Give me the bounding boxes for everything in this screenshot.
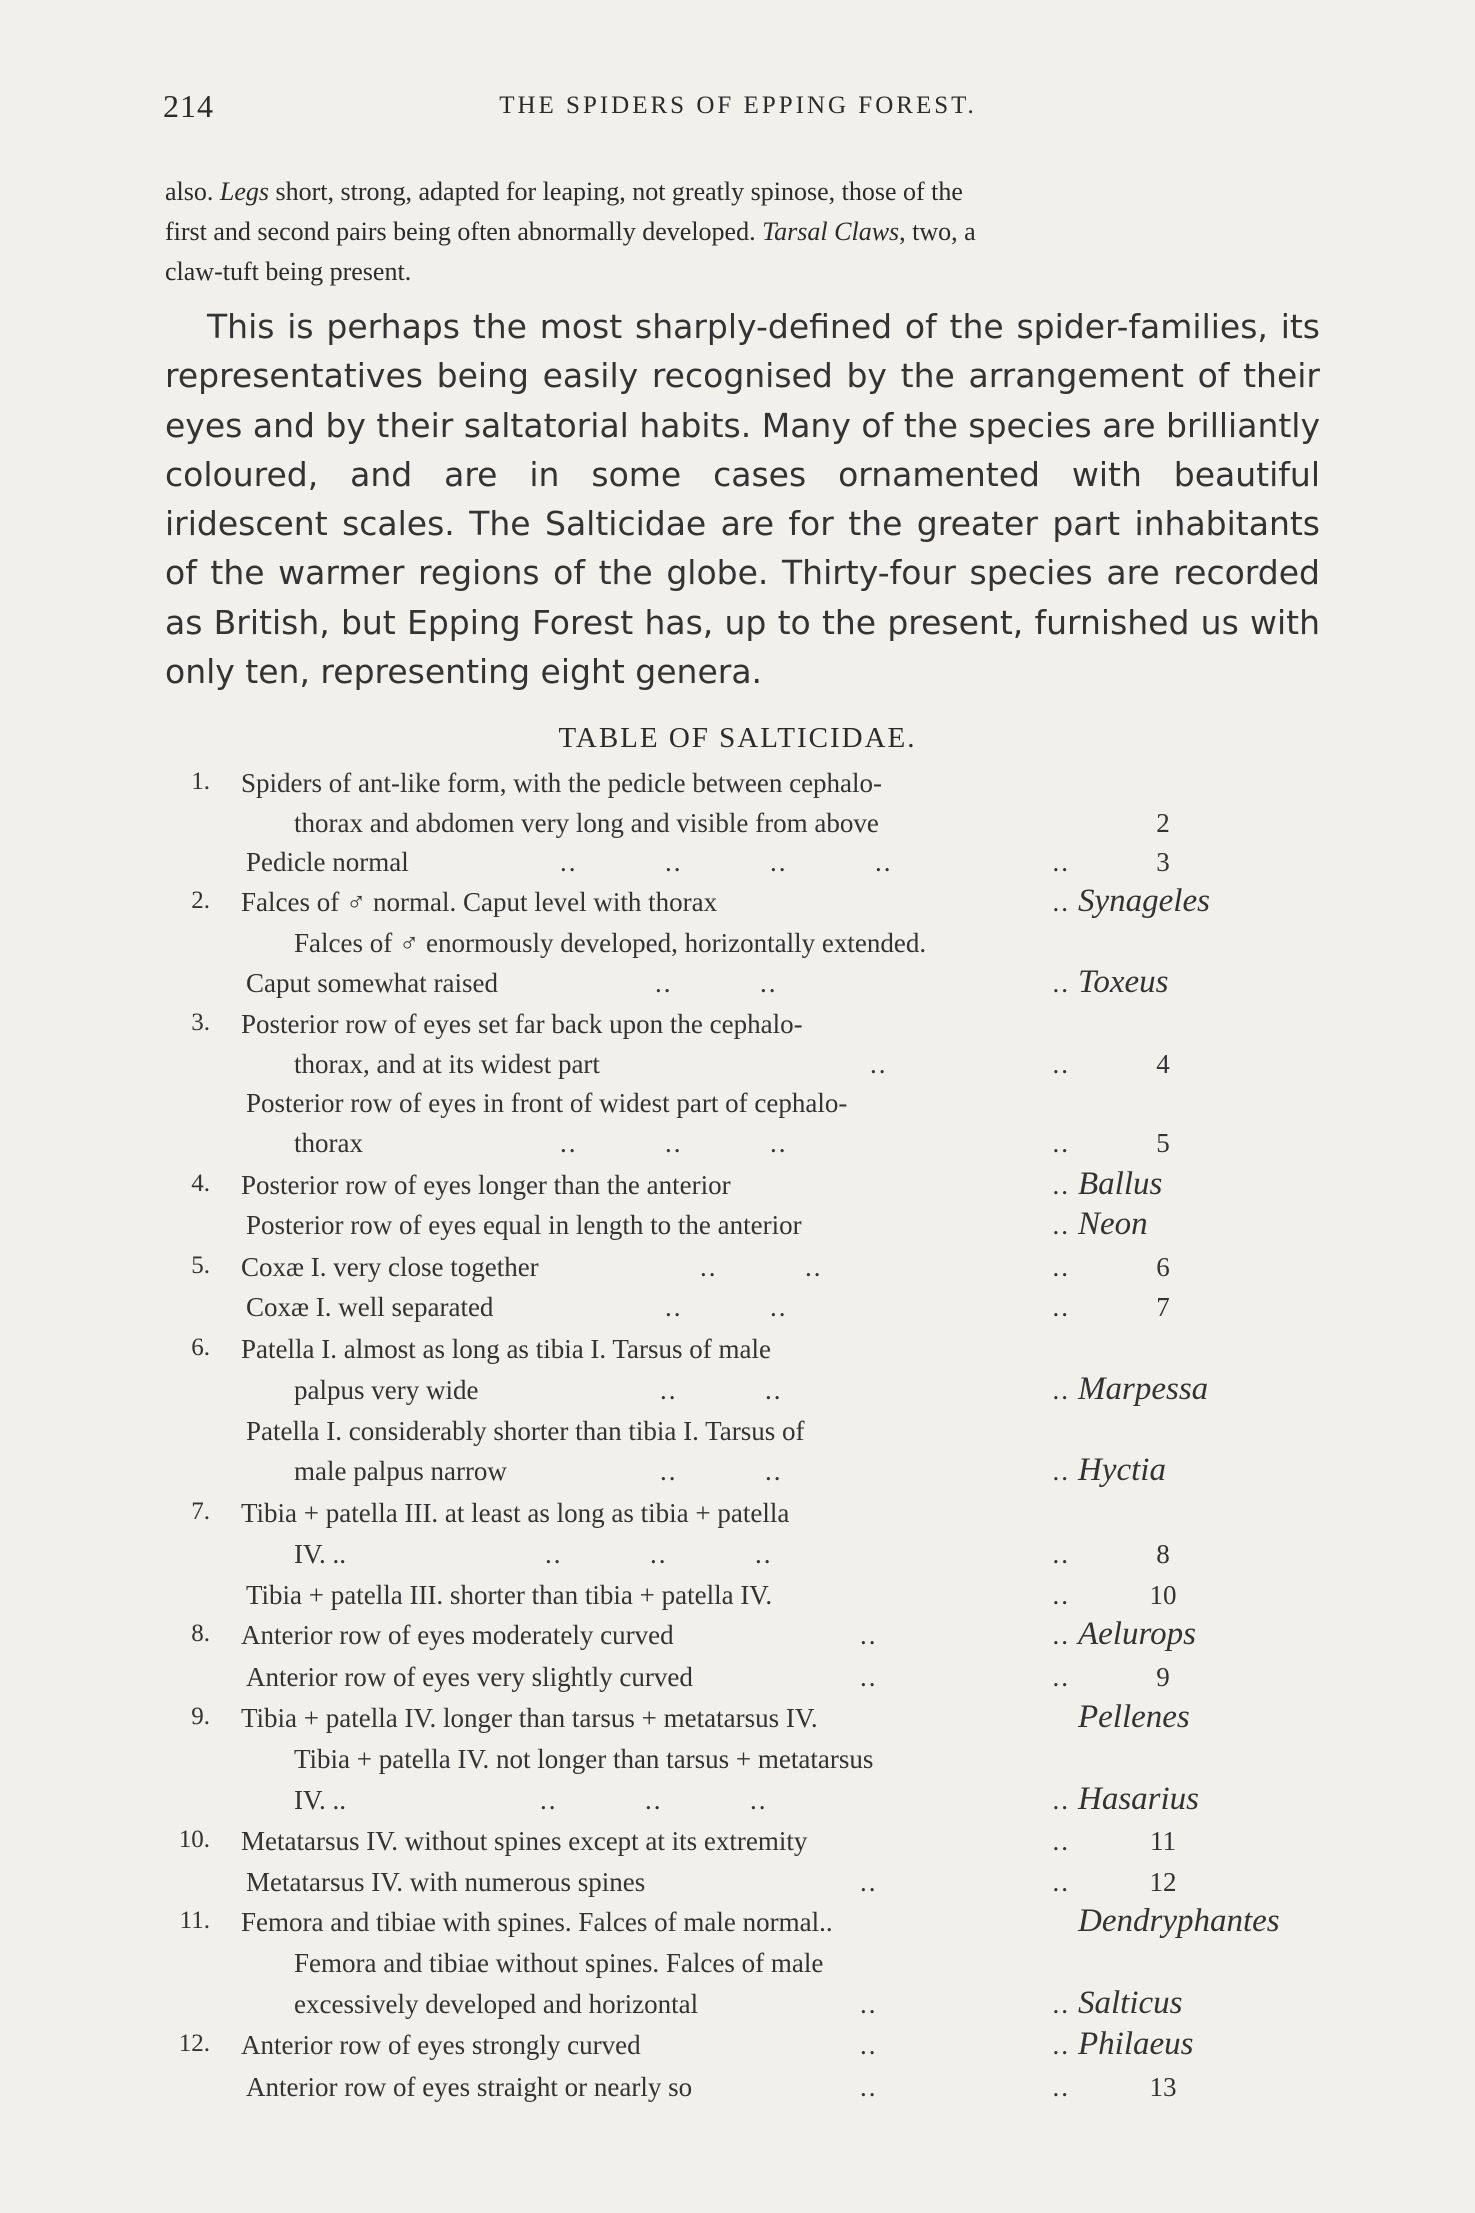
table-row <box>0 1580 1475 1620</box>
table-row <box>0 1539 1475 1579</box>
intro-text <box>165 172 1315 292</box>
leader-dots: .. <box>860 1867 878 1897</box>
couplet-reference: 8 <box>1156 1539 1170 1569</box>
leader-dots: .. <box>1052 887 1070 917</box>
table-row <box>0 1166 1475 1210</box>
leader-dots: .. <box>1052 968 1070 998</box>
table-row <box>0 883 1475 927</box>
table-row <box>0 1088 1475 1128</box>
row-text: Posterior row of eyes longer than the anterior <box>241 1170 731 1200</box>
leader-dots: .. .. <box>665 1292 788 1322</box>
row-text: Caput somewhat raised <box>246 968 498 998</box>
genus-result: Ballus <box>1078 1166 1163 1202</box>
table-row <box>0 1292 1475 1332</box>
row-text: Femora and tibiae with spines. Falces of male normal.. <box>241 1907 833 1937</box>
legs-term: Legs <box>219 177 270 206</box>
row-text: thorax and abdomen very long and visible from above <box>294 808 879 838</box>
table-row <box>0 2026 1475 2070</box>
row-text: Falces of ♂ normal. Caput level with thorax <box>241 887 718 917</box>
row-text: Patella I. almost as long as tibia I. Tarsus of male <box>241 1334 771 1364</box>
table-row <box>0 1452 1475 1496</box>
table-title: TABLE OF SALTICIDAE. <box>558 722 917 754</box>
table-row <box>0 964 1475 1008</box>
row-text: Coxæ I. well separated <box>246 1292 494 1322</box>
leader-dots: .. .. <box>655 968 778 998</box>
row-number: 6. <box>191 1334 210 1361</box>
couplet-reference: 7 <box>1156 1292 1170 1322</box>
leader-dots: .. <box>1052 1170 1070 1200</box>
table-row <box>0 1948 1475 1988</box>
row-number: 5. <box>191 1252 210 1279</box>
couplet-reference: 3 <box>1156 847 1170 877</box>
intro-line-2: first and second pairs being often abnormally developed. Tarsal Claws, two, a <box>165 217 976 246</box>
couplet-reference: 9 <box>1156 1662 1170 1692</box>
leader-dots: .. .. .. .. <box>560 847 893 877</box>
row-number: 2. <box>191 887 210 914</box>
table-row <box>0 1206 1475 1250</box>
couplet-reference: 5 <box>1156 1128 1170 1158</box>
row-text: Falces of ♂ enormously developed, horizontally extended. <box>294 928 927 958</box>
row-number: 1. <box>191 768 210 795</box>
row-text: Posterior row of eyes in front of widest part of cephalo- <box>246 1088 848 1118</box>
row-number: 10. <box>178 1826 210 1853</box>
row-text: Spiders of ant-like form, with the pedicle between cephalo- <box>241 768 883 798</box>
row-text: excessively developed and horizontal <box>294 1989 699 2019</box>
table-row <box>0 1781 1475 1825</box>
row-number: 7. <box>191 1498 210 1525</box>
leader-dots: .. <box>1052 847 1070 877</box>
table-row <box>0 1049 1475 1089</box>
table-row <box>0 1334 1475 1374</box>
table-row <box>0 1699 1475 1743</box>
leader-dots: .. <box>1052 1128 1070 1158</box>
row-text: Pedicle normal <box>246 847 409 877</box>
leader-dots: .. .. <box>660 1375 783 1405</box>
leader-dots: .. .. <box>660 1456 783 1486</box>
row-number: 12. <box>178 2030 210 2057</box>
table-row <box>0 1128 1475 1168</box>
running-title: THE SPIDERS OF EPPING FOREST. <box>499 92 977 119</box>
leader-dots: .. <box>1052 1049 1070 1079</box>
leader-dots: .. <box>1052 2072 1070 2102</box>
leader-dots: .. <box>1052 1210 1070 1240</box>
table-row <box>0 1985 1475 2029</box>
couplet-reference: 12 <box>1149 1867 1177 1897</box>
leader-dots: .. <box>1052 1662 1070 1692</box>
table-row <box>0 1498 1475 1538</box>
tarsal-claws-term: Tarsal Claws <box>762 217 900 246</box>
table-row <box>0 928 1475 968</box>
genus-result: Salticus <box>1078 1985 1183 2021</box>
row-text: Metatarsus IV. without spines except at its extremity <box>241 1826 808 1856</box>
leader-dots: .. .. <box>700 1252 823 1282</box>
table-row <box>0 1252 1475 1292</box>
couplet-reference: 10 <box>1149 1580 1177 1610</box>
table-row <box>0 808 1475 848</box>
leader-dots: .. <box>860 1989 878 2019</box>
row-number: 9. <box>191 1703 210 1730</box>
table-row <box>0 1616 1475 1660</box>
genus-result: Hasarius <box>1078 1781 1200 1817</box>
row-number: 3. <box>191 1009 210 1036</box>
genus-result: Synageles <box>1078 883 1210 919</box>
leader-dots: .. <box>860 1662 878 1692</box>
leader-dots: .. <box>860 2030 878 2060</box>
row-text: IV. .. <box>294 1785 347 1815</box>
table-row <box>0 847 1475 887</box>
intro-line-3: claw-tuft being present. <box>165 257 412 286</box>
row-number: 11. <box>179 1907 210 1934</box>
row-text: Metatarsus IV. with numerous spines <box>246 1867 646 1897</box>
row-text: Anterior row of eyes moderately curved <box>241 1620 674 1650</box>
row-text: thorax <box>294 1128 363 1158</box>
leader-dots: .. .. .. <box>545 1539 773 1569</box>
genus-result: Toxeus <box>1078 964 1169 1000</box>
row-text: male palpus narrow <box>294 1456 507 1486</box>
page-number: 214 <box>163 88 214 124</box>
row-text: Tibia + patella IV. longer than tarsus + metatarsus IV. <box>241 1703 818 1733</box>
row-text: palpus very wide <box>294 1375 479 1405</box>
leader-dots: .. <box>1052 1620 1070 1650</box>
genus-result: Neon <box>1078 1206 1148 1242</box>
row-text: Anterior row of eyes straight or nearly so <box>246 2072 693 2102</box>
table-row <box>0 1662 1475 1702</box>
row-text: thorax, and at its widest part <box>294 1049 600 1079</box>
row-text: IV. .. <box>294 1539 347 1569</box>
couplet-reference: 4 <box>1156 1049 1170 1079</box>
family-description-paragraph: This is perhaps the most sharply-defined of the spider-families, its representatives being easily recognised by the arrangement of their eyes and by their saltatorial habits. Many of the species are brilliantly coloured, and are in some cases ornamented with beautiful iridescent scales. The Salticidae are for the greater part inhabitants of the warmer regions of the globe. Thirty-four species are recorded as British, but Epping Forest has, up to the present, furnished us with only ten, representing eight genera. <box>165 307 1320 692</box>
leader-dots: .. <box>1052 1252 1070 1282</box>
row-text: Tibia + patella IV. not longer than tarsus + metatarsus <box>294 1744 874 1774</box>
leader-dots: .. <box>860 1620 878 1650</box>
row-number: 8. <box>191 1620 210 1647</box>
couplet-reference: 11 <box>1150 1826 1176 1856</box>
table-row <box>0 1867 1475 1907</box>
row-text: Tibia + patella III. shorter than tibia + patella IV. <box>246 1580 773 1610</box>
table-row <box>0 1826 1475 1866</box>
genus-result: Hyctia <box>1078 1452 1166 1488</box>
table-row <box>0 1416 1475 1456</box>
row-text: Patella I. considerably shorter than tibia I. Tarsus of <box>246 1416 805 1446</box>
row-number: 4. <box>191 1170 210 1197</box>
row-text: Tibia + patella III. at least as long as tibia + patella <box>241 1498 790 1528</box>
table-row <box>0 1744 1475 1784</box>
leader-dots: .. <box>1052 1456 1070 1486</box>
row-text: Femora and tibiae without spines. Falces of male <box>294 1948 824 1978</box>
leader-dots: .. <box>1052 1867 1070 1897</box>
table-row <box>0 768 1475 808</box>
row-text: Anterior row of eyes very slightly curved <box>246 1662 693 1692</box>
genus-result: Philaeus <box>1078 2026 1194 2062</box>
table-row <box>0 1009 1475 1049</box>
leader-dots: .. .. .. <box>540 1785 768 1815</box>
leader-dots: .. <box>1052 1785 1070 1815</box>
table-row <box>0 2072 1475 2112</box>
genus-result: Aelurops <box>1078 1616 1196 1652</box>
leader-dots: .. <box>1052 1539 1070 1569</box>
leader-dots: .. <box>1052 1580 1070 1610</box>
genus-result: Pellenes <box>1078 1699 1190 1735</box>
row-text: Anterior row of eyes strongly curved <box>241 2030 641 2060</box>
table-row <box>0 1903 1475 1947</box>
leader-dots: .. <box>1052 1826 1070 1856</box>
couplet-reference: 13 <box>1149 2072 1177 2102</box>
leader-dots: .. <box>1052 1989 1070 2019</box>
leader-dots: .. <box>860 2072 878 2102</box>
leader-dots: .. <box>1052 2030 1070 2060</box>
genus-result: Dendryphantes <box>1078 1903 1280 1939</box>
row-text: Posterior row of eyes equal in length to the anterior <box>246 1210 802 1240</box>
genus-result: Marpessa <box>1078 1371 1209 1407</box>
table-row <box>0 1371 1475 1415</box>
row-text: Posterior row of eyes set far back upon the cephalo- <box>241 1009 803 1039</box>
leader-dots: .. <box>870 1049 888 1079</box>
couplet-reference: 6 <box>1156 1252 1170 1282</box>
leader-dots: .. .. .. <box>560 1128 788 1158</box>
leader-dots: .. <box>1052 1292 1070 1322</box>
couplet-reference: 2 <box>1156 808 1170 838</box>
leader-dots: .. <box>1052 1375 1070 1405</box>
row-text: Coxæ I. very close together <box>241 1252 539 1282</box>
intro-line-1: also. Legs short, strong, adapted for leaping, not greatly spinose, those of the <box>165 177 963 206</box>
running-header <box>163 88 1313 128</box>
